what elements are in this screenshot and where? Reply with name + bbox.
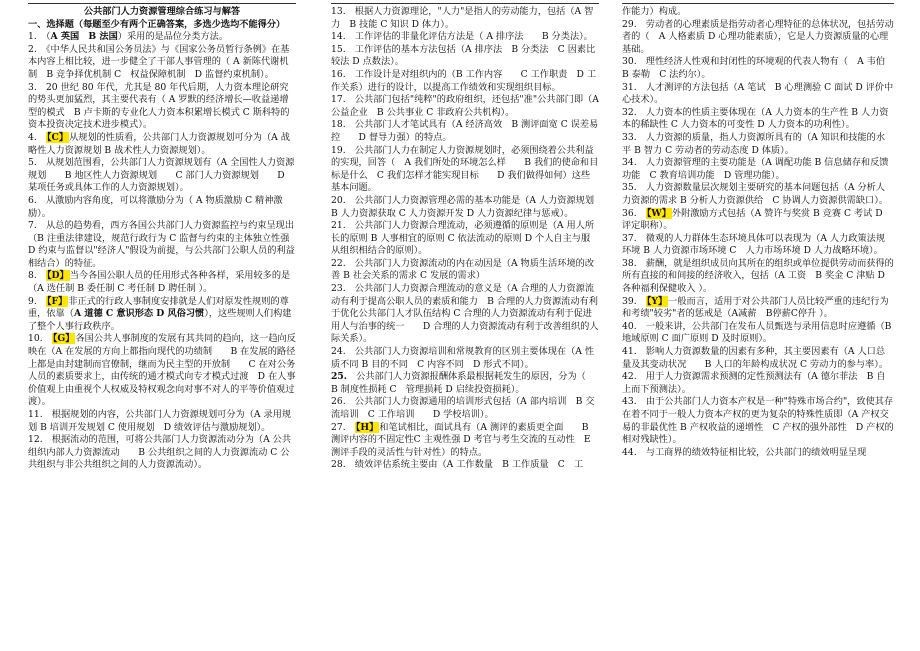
question-q5 <box>28 157 296 195</box>
question-q15 <box>331 44 599 69</box>
top-rule <box>622 3 894 4</box>
question-text: 1. （ <box>28 31 51 43</box>
question-text: 3. 20 世纪 80 年代，尤其是 80 年代后期，人力资本理论研究的势头更加猛烈，其主要代表有（ A 罗默的经济增长—收益递增型的模式 B 卢卡斯的专业化人力资本积累增长模式 C 斯科特的资本投资决定技术进步模式）。 <box>28 81 290 131</box>
question-text: ）采用的是品位分类方法。 <box>117 31 229 43</box>
question-text: 17. 公共部门包括"纯粹"的政府组织，还包括"准"公共部门即（A 公益企业 B 公共事业 C 非政府公共机构）。 <box>331 94 599 118</box>
question-q3 <box>28 82 296 132</box>
question-text: 20. 公共部门人力资源管理必需的基本功能是（A 人力资源规划 B 人力资源获取 C 人力资源开发 D 人力资源纪律与惩戒）。 <box>331 194 595 219</box>
question-text: 7. 从总的趋势看，西方各国公共部门人力资源监控与约束呈现出（B 注重法律建设，规范行政行为 C 监督与约束的主体独立性强 D 约束与监督以"经济人"假设为前提，与公共部门公职人员的利益相结合）的特征。 <box>28 220 308 269</box>
question-list <box>28 31 308 472</box>
question-q37 <box>622 233 894 258</box>
question-text: 37. 微观的人力群体生态环境具体可以表现为（A 人力政策法规环境 B 人力资源市场环境 C 人力市场环境 D 人力战略环境）。 <box>622 232 886 257</box>
question-text: 当今各国公职人员的任用形式各种各样，采用较多的是（A 选任制 B 委任制 C 考任制 D 聘任制 ）。 <box>28 270 291 295</box>
question-text: 19. 公共部门人力在制定人力资源规划时，必须围绕着公共利益的实现，回答（ A 我们所处的环境怎么样 B 我们的使命和目标是什么 C 我们怎样才能实现目标 D 我们做得如何）这些基本问题。 <box>331 144 599 194</box>
column-middle <box>331 6 605 472</box>
question-q1 <box>28 31 296 44</box>
question-text: 外附激励方式包括（A 赞许与奖赏 B 竞赛 C 考试 D 评定职称）。 <box>622 207 883 232</box>
question-q28b <box>622 6 894 19</box>
answer-marker: 【W】 <box>646 207 671 219</box>
question-text: 34. 人力资源管理的主要功能是（A 调配功能 B 信息储存和反馈功能 C 教育培训功能 D 管理功能）。 <box>622 157 889 181</box>
question-text: 非正式的行政人事制度安排就是人们对原发性规则的尊重，依靠（ <box>28 295 289 320</box>
question-q6 <box>28 195 296 220</box>
question-q20 <box>331 195 599 220</box>
question-text: 30. 理性经济人性观和封闭性的环境观的代表人物有（ A 韦伯 B 泰勒 C 法约尔）。 <box>622 56 895 80</box>
question-text: 11. 根据规划的内容，公共部门人力资源规划可分为（A 录用规划 B 培训开发规划 C 使用规划 D 绩效评估与激励规划）。 <box>28 409 292 433</box>
question-text: 43. 由于公共部门人力资本产权是一种"特殊市场合约"，致使其存在着不同于一般人力资本产权的更为复杂的特殊性质即（A 产权交易的非最优性 B 产权收益的递增性 C 产权的强外部性 D 产权的相对残缺性）。 <box>622 396 894 446</box>
question-q32 <box>622 107 894 132</box>
question-text: 作能力）构成。 <box>622 6 687 17</box>
question-q27 <box>331 422 599 460</box>
question-text: A 道德 C 意识形态 D 风俗习惯 <box>73 308 205 320</box>
question-text: 16. 工作设计是对组织内的（B 工作内容 C 工作职责 D 工作关系）进行的设计，以提高工作绩效和实现组织目标。 <box>331 68 597 93</box>
answer-marker: 【Y】 <box>646 295 668 307</box>
question-q35 <box>622 182 894 207</box>
question-q25 <box>331 371 605 396</box>
question-text: 和笔试相比，面试具有（A 测评的素质更全面 B 测评内容的不固定性C 主观性强 D 考官与考生交流的互动性 E 测评手段的灵活性与针对性）的特点。 <box>331 421 591 458</box>
column-left <box>28 6 308 472</box>
question-text: 27. <box>331 421 355 433</box>
answer-marker: 【G】 <box>52 333 75 345</box>
question-text: 18. 公共部门人才笔试具有（A 经济高效 B 测评面宽 C 误差易控 D 督导力强）的特点。 <box>331 119 599 143</box>
question-text: 24. 公共部门人力资源培训和常规教育的区别主要体现在（A 性质不同 B 目的不同 C 内容不同 D 形式不同）。 <box>331 346 595 370</box>
question-list <box>622 6 894 459</box>
question-q7 <box>28 220 308 270</box>
question-text: 33. 人力资源的质量，指人力资源所具有的（A 知识和技能的水平 B 智力 C 劳动者的劳动态度 D 体质）。 <box>622 131 886 156</box>
question-text: 12. 根据流动的范围，可将公共部门人力资源流动分为（A 公共组织内部人力资源流动 B 公共组织之间的人力资源流动 C 公共组织与非公共组织之间的人力资源流动）。 <box>28 434 292 471</box>
question-text: 25. <box>331 371 357 383</box>
question-q9 <box>28 296 296 334</box>
question-q26 <box>331 396 599 421</box>
question-text: A 英国 B 法国 <box>50 31 118 43</box>
section-heading: 一、选择题（每题至少有两个正确答案，多选少选均不能得分） <box>28 18 286 30</box>
question-q22 <box>331 258 599 283</box>
question-text: 8. <box>28 270 46 282</box>
question-q40 <box>622 321 894 346</box>
question-text: 各国公共人事制度的发展有其共同的趋向，这一趋向反映在（A 在发展的方向上都指向现代的功绩制 B 在发展的路径上都是由封建制而官僚制，继而为民主型的开放制 C 在对公务人员的素质要求上，由传统的通才模式向专才模式过渡 D 在人事价值观上由重视个人权威及特权观念向对事不对人的平等价值观过渡）。 <box>28 333 296 408</box>
question-text: 31. 人才测评的方法包括（A 笔试 B 心理测验 C 面试 D 评价中心技术）。 <box>622 81 894 106</box>
column-right <box>622 6 894 459</box>
question-q19 <box>331 145 599 195</box>
top-rule <box>28 3 296 4</box>
answer-marker: 【C】 <box>46 131 69 143</box>
question-q28 <box>331 459 599 472</box>
question-text: 10. <box>28 333 52 345</box>
question-q44 <box>622 447 894 460</box>
question-q41 <box>622 346 894 371</box>
question-text: 21. 公共部门人力资源合理流动，必须遵循的原则是（A 用人所长的原则 B 人事相宜的原则 C 依法流动的原则 D 个人自主与服从组织相结合的原则）。 <box>331 220 595 257</box>
question-text: 14. 工作评估的非量化评估方法是（ A 排序法 B 分类法）。 <box>331 31 593 43</box>
question-text: 13. 根据人力资源理论，"人力"是指人的劳动能力，包括（A 智力 B 技能 C 知识 D 体力）。 <box>331 6 594 30</box>
answer-marker: 【F】 <box>46 295 68 307</box>
question-text: 36. <box>622 207 646 219</box>
question-text: 2. 《中华人民共和国公务员法》与《国家公务员暂行条例》在基本内容上相比较，进一步健全了干部人事管理的（ A 新陈代谢机制 B 竞争择优机制 C 权益保障机制 D 监督约束机制）。 <box>28 43 290 80</box>
question-q14 <box>331 31 599 44</box>
question-text: 6. 从激励内容角度，可以将激励分为（ A 物质激励 C 精神激励）。 <box>28 194 283 219</box>
question-q21 <box>331 220 599 258</box>
question-text: 28. 绩效评估系统主要由（A 工作数量 B 工作质量 C 工 <box>331 459 584 471</box>
answer-marker: 【D】 <box>46 270 69 282</box>
question-q17 <box>331 94 599 119</box>
question-text: 从规划的性质看，公共部门人力资源规划可分为（A 战略性人力资源规划 B 战术性人力资源规划）。 <box>28 131 290 156</box>
question-q8 <box>28 270 296 295</box>
question-text: 22. 公共部门人力资源流动的内在动因是（A 物质生活环境的改善 B 社会关系的需求 C 发展的需求） <box>331 257 595 282</box>
question-text: 41. 影响人力资源数量的因素有多种，其主要因素有（A 人口总量及其变动状况 B 人口的年龄构成状况 C 劳动力的参与率）。 <box>622 346 889 370</box>
document-title: 公共部门人力资源管理综合练习与解答 <box>83 6 241 17</box>
question-q33 <box>622 132 894 157</box>
question-text: 4. <box>28 131 46 143</box>
question-text: 38. 薪酬，就是组织成员向其所在的组织或单位提供劳动而获得的所有直接的和间接的经济收入，包括（A 工资 B 奖金 C 津贴 D 各种福利保健收入 ）。 <box>622 257 894 295</box>
question-q43 <box>622 396 894 446</box>
question-q16 <box>331 69 599 94</box>
question-q18 <box>331 119 599 144</box>
question-q12 <box>28 434 296 472</box>
question-text: 9. <box>28 295 46 307</box>
question-text: 29. 劳动者的心理素质是指劳动者心理特征的总体状况，包括劳动者的（ A 人格素质 D 心理功能素质），它是人力资源质量的心理基础。 <box>622 18 894 55</box>
question-text: 32. 人力资本的性质主要体现在（A 人力资本的生产性 B 人力资本的稀缺性 C 人力资本的可变性 D 人力资本的功利性）。 <box>622 106 889 131</box>
question-text: 23. 公共部门人力资源合理流动的意义是（A 合理的人力资源流动有利于提高公职人员的素质和能力 B 合理的人力资源流动有利于优化公共部门人才队伍结构 C 合理的人力资源流动有利于促进用人与治事的统一 D 合理的人力资源流动有利于改善组织的人际关系）。 <box>331 283 599 345</box>
question-text: 26. 公共部门人力资源通用的培训形式包括（A 部内培训 B 交流培训 C 工作培训 D 学校培训）。 <box>331 396 595 420</box>
question-q34 <box>622 157 894 182</box>
question-q23 <box>331 283 599 346</box>
question-q2 <box>28 44 296 82</box>
question-text: 39. <box>622 295 646 307</box>
question-text: 5. 从规划范围看，公共部门人力资源规划有（A 全国性人力资源规划 B 地区性人力资源规划 C 部门人力资源规划 D 某项任务或具体工作的人力资源规划）。 <box>28 157 295 194</box>
question-q36 <box>622 208 894 233</box>
question-q30 <box>622 56 894 81</box>
question-q39 <box>622 296 894 321</box>
question-text: 35. 人力资源数量层次规划主要研究的基本问题包括（A 分析人力资源的需求 B 分析人力资源供给 C 协调人力资源供需缺口）。 <box>622 182 889 206</box>
question-q42 <box>622 371 894 396</box>
question-text: 44. 与工商界的绩效特征相比较，公共部门的绩效明显呈现 <box>622 446 867 458</box>
question-q10 <box>28 333 296 409</box>
question-text: 公共部门人力资源报酬体系最根据耗发生的原因，分为（ B 制度性损耗 C 管理损耗 D 启续投资损耗）。 <box>331 371 605 395</box>
question-text: 42. 用于人力资源需求预测的定性预测法有（A 德尔菲法 B 自上而下预测法）。 <box>622 371 886 395</box>
question-list <box>331 6 605 472</box>
question-q38 <box>622 258 894 296</box>
top-rule <box>331 3 599 4</box>
question-text: 40. 一般来讲，公共部门在发布人员甄选与录用信息时应遵循（B 地域原则 C 面广原则 D 及时原则）。 <box>622 320 892 345</box>
question-text: ），这些规则人们构建了整个人事行政秩序。 <box>28 308 292 332</box>
question-text: 15. 工作评估的基本方法包括（A 排序法 B 分类法 C 因素比较法 D 点数法）。 <box>331 43 596 68</box>
question-q24 <box>331 346 599 371</box>
question-q4 <box>28 132 296 157</box>
question-q13 <box>331 6 599 31</box>
question-text: 一般而言，适用于对公共部门人员比较严重的违纪行为和考绩"较劣"者的惩戒是（A减薪 B停薪C停升 ）。 <box>622 295 889 320</box>
question-q29 <box>622 19 894 57</box>
answer-marker: 【H】 <box>355 421 379 433</box>
question-q11 <box>28 409 296 434</box>
question-q31 <box>622 82 894 107</box>
